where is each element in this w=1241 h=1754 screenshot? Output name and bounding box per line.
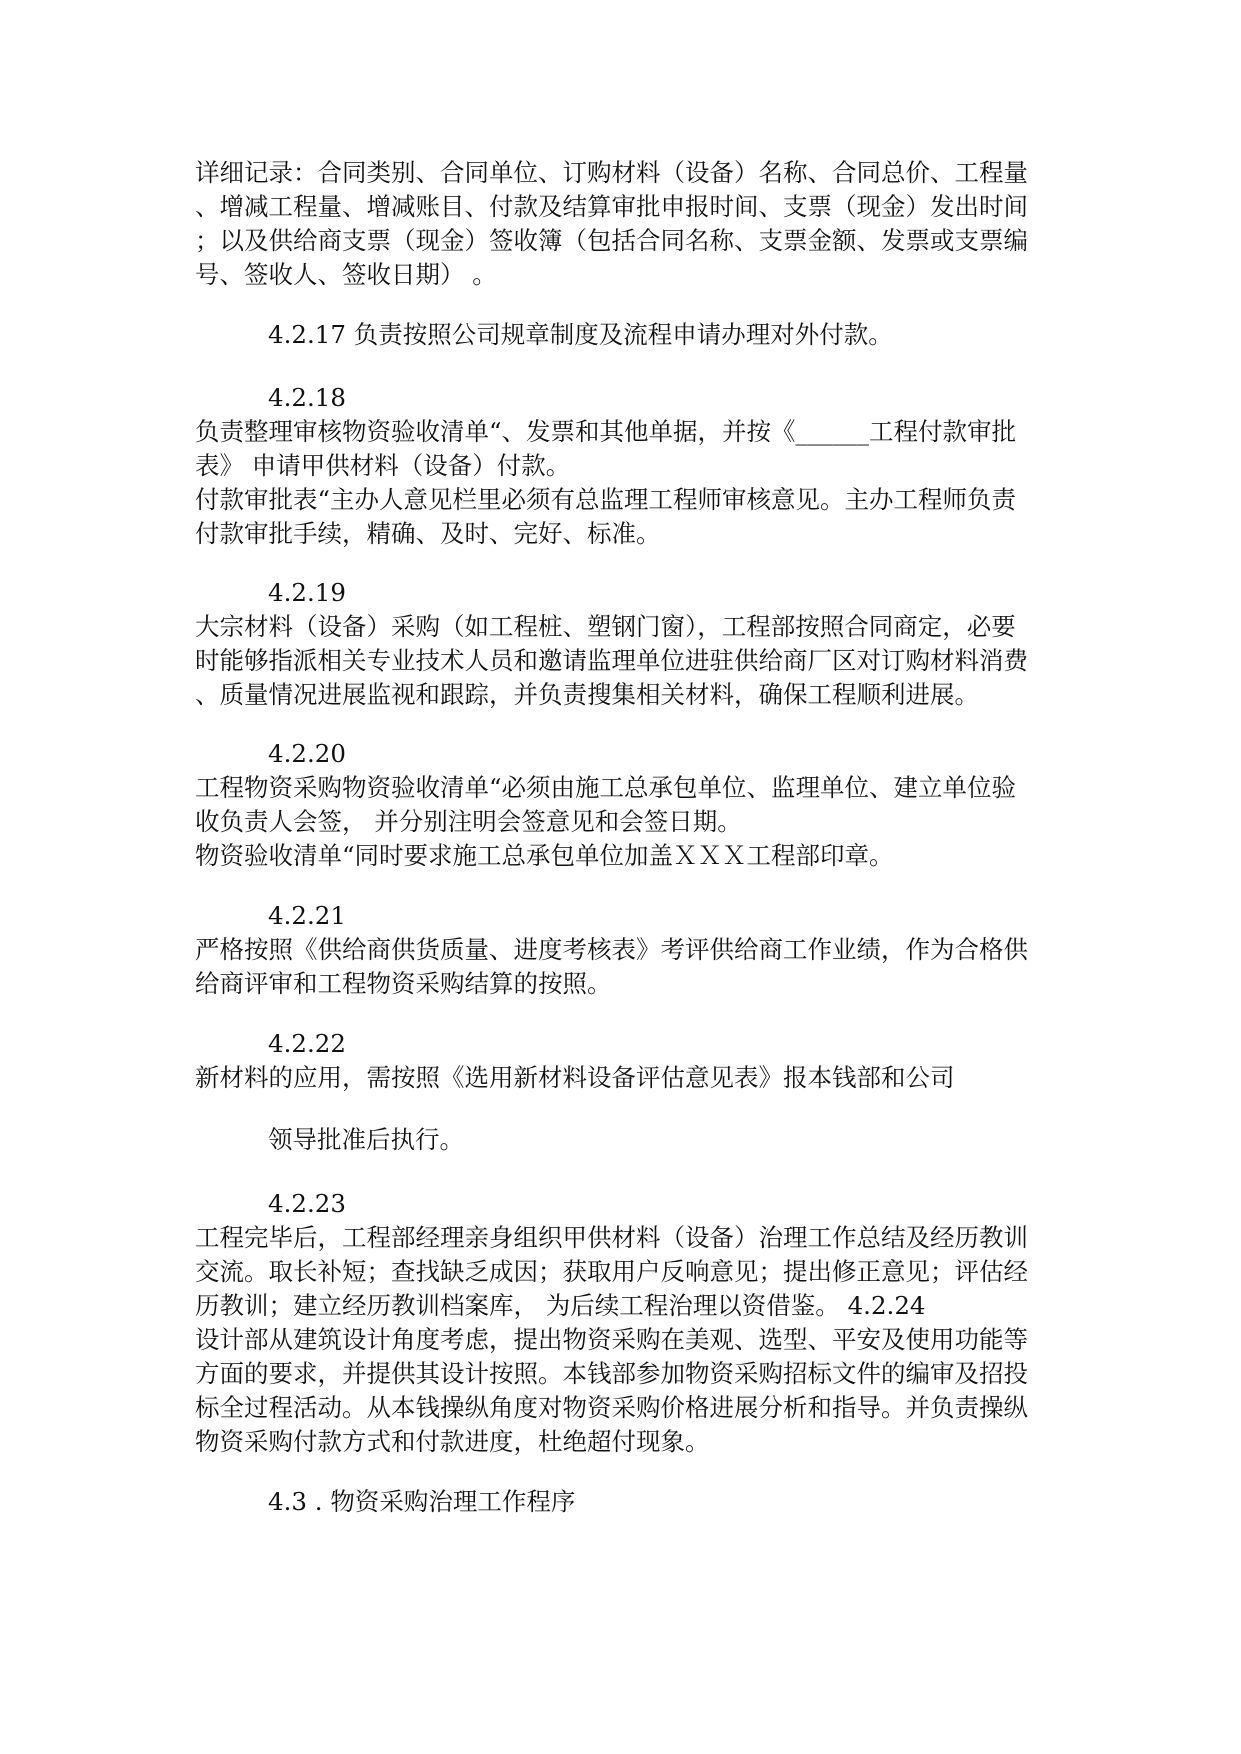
- text-line: 收负责人会签， 并分别注明会签意见和会签日期。: [195, 807, 742, 836]
- text-line: 表》 申请甲供材料（设备）付款。: [195, 451, 571, 480]
- text-line: 标全过程活动。从本钱操纵角度对物资采购价格进展分析和指导。并负责操纵: [195, 1393, 1028, 1422]
- text-line: 、增减工程量、增减账目、付款及结算审批申报时间、支票（现金）发出时间: [195, 192, 1028, 221]
- text-line: 时能够指派相关专业技术人员和邀请监理单位进驻供给商厂区对订购材料消费: [195, 646, 1028, 675]
- text-line: 设计部从建筑设计角度考虑，提出物资采购在美观、选型、平安及使用功能等: [195, 1325, 1028, 1354]
- text-line: 详细记录：合同类别、合同单位、订购材料（设备）名称、合同总价、工程量: [195, 158, 1028, 187]
- text-line: 领导批准后执行。: [268, 1125, 464, 1154]
- text-line: 号、签收人、签收日期） 。: [195, 260, 497, 289]
- text-line: 工程物资采购物资验收清单“必须由施工总承包单位、监理单位、建立单位验: [195, 773, 1017, 802]
- text-line: 工程完毕后，工程部经理亲身组织甲供材料（设备）治理工作总结及经历教训: [195, 1223, 1028, 1252]
- text-line: 大宗材料（设备）采购（如工程桩、塑钢门窗），工程部按照合同商定，必要: [195, 612, 1016, 641]
- text-line: 付款审批手续，精确、及时、完好、标准。: [195, 519, 661, 548]
- text-line: 负责整理审核物资验收清单“、发票和其他单据，并按《______工程付款审批: [195, 417, 1017, 446]
- text-line: 物资采购付款方式和付款进度，杜绝超付现象。: [195, 1427, 710, 1456]
- text-line: 交流。取长补短；查找缺乏成因；获取用户反响意见；提出修正意见；评估经: [195, 1257, 1028, 1286]
- section-heading: 4.3 . 物资采购治理工作程序: [268, 1487, 576, 1516]
- text-line: ；以及供给商支票（现金）签收簿（包括合同名称、支票金额、发票或支票编: [195, 226, 1028, 255]
- section-number: 4.2.18: [268, 383, 346, 412]
- text-line: 付款审批表“主办人意见栏里必须有总监理工程师审核意见。主办工程师负责: [195, 485, 1017, 514]
- section-number: 4.2.20: [268, 739, 346, 768]
- section-number: 4.2.21: [268, 901, 346, 930]
- text-line: 给商评审和工程物资采购结算的按照。: [195, 969, 612, 998]
- section-number: 4.2.22: [268, 1029, 346, 1058]
- section-heading: 4.2.17 负责按照公司规章制度及流程申请办理对外付款。: [268, 320, 893, 349]
- text-line: 方面的要求，并提供其设计按照。本钱部参加物资采购招标文件的编审及招投: [195, 1359, 1028, 1388]
- text-line: 物资验收清单“同时要求施工总承包单位加盖ＸＸＸ工程部印章。: [195, 841, 894, 870]
- text-line: 严格按照《供给商供货质量、进度考核表》考评供给商工作业绩，作为合格供: [195, 935, 1028, 964]
- text-line: 、质量情况进展监视和跟踪，并负责搜集相关材料，确保工程顺利进展。: [195, 680, 979, 709]
- section-number: 4.2.19: [268, 578, 346, 607]
- text-line: 历教训；建立经历教训档案库， 为后续工程治理以资借鉴。 4.2.24: [195, 1291, 926, 1320]
- text-line: 新材料的应用，需按照《选用新材料设备评估意见表》报本钱部和公司: [195, 1063, 955, 1092]
- section-number: 4.2.23: [268, 1189, 346, 1218]
